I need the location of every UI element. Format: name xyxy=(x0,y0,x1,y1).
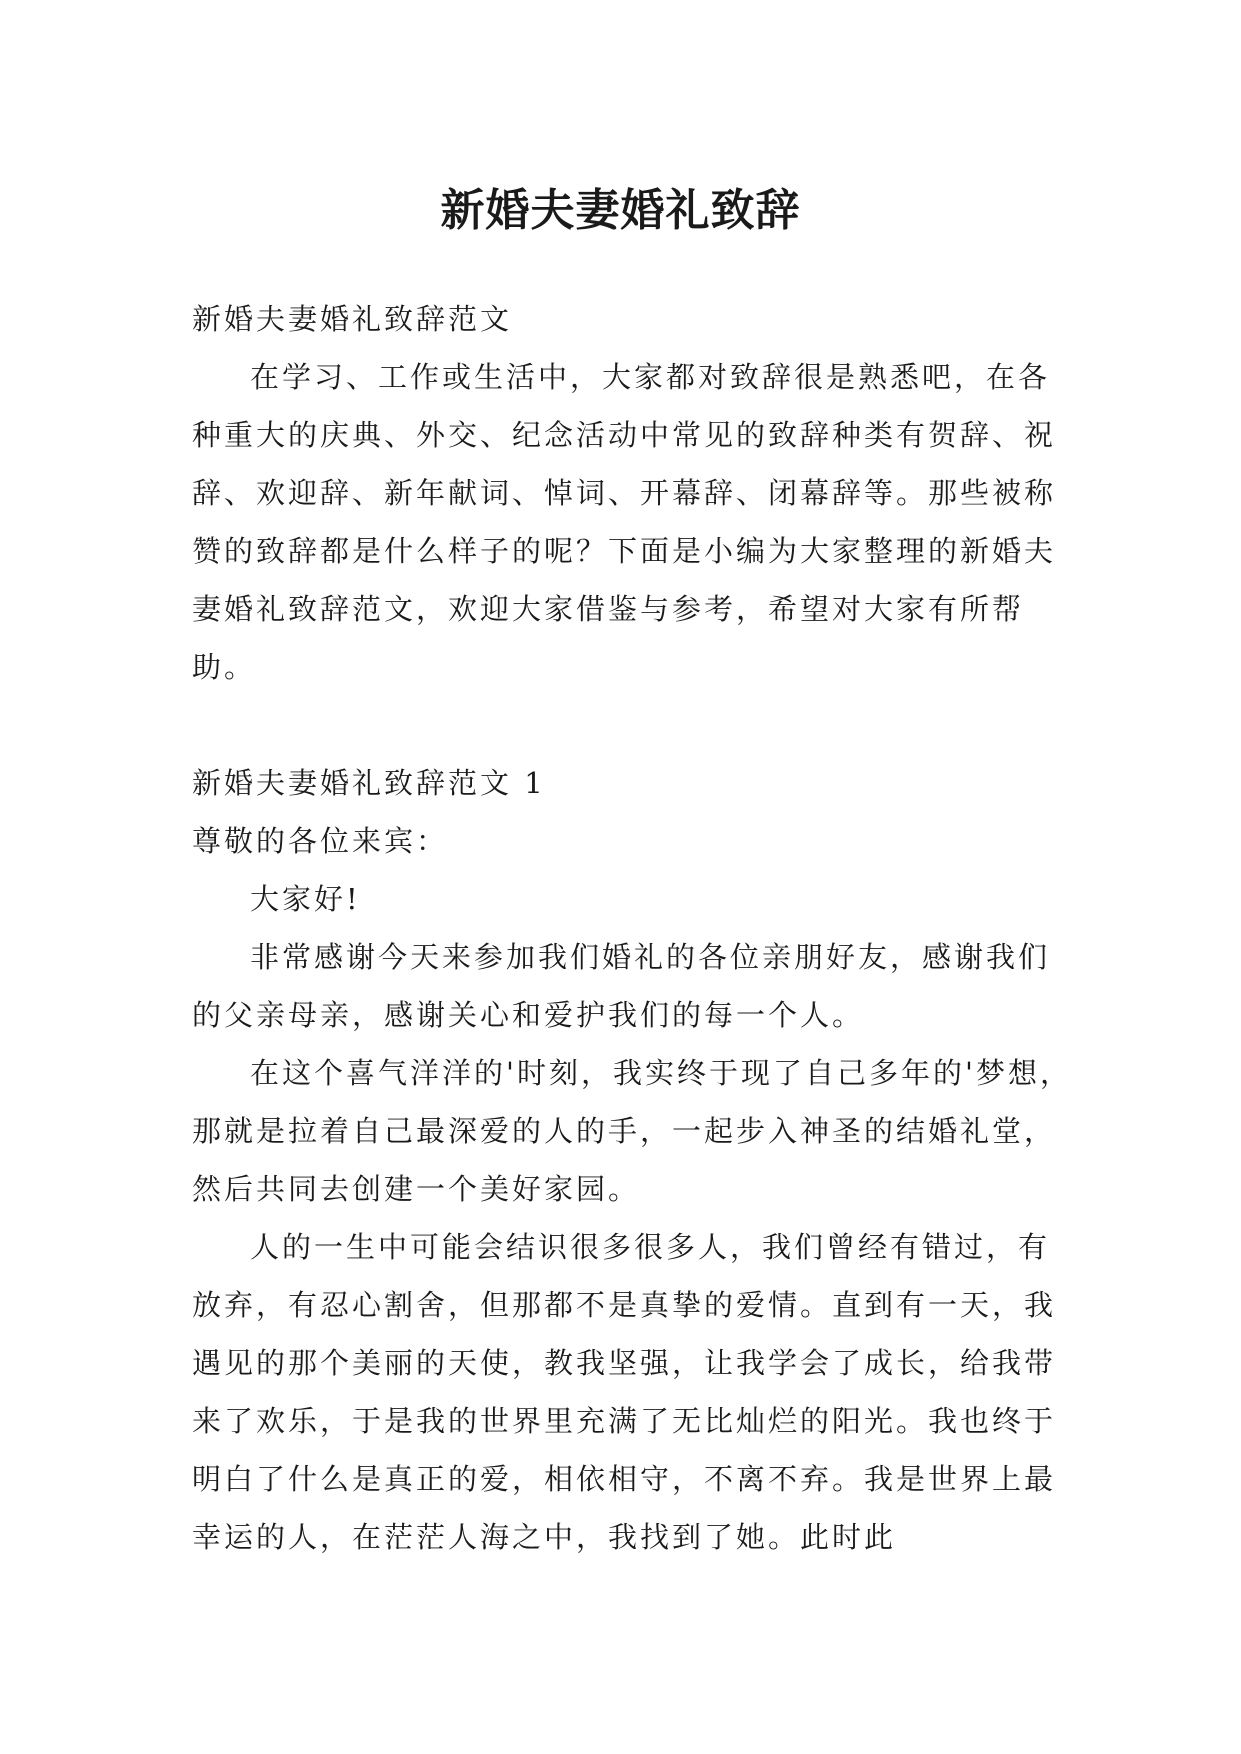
section-spacer xyxy=(192,696,1072,754)
speech-paragraph: 非常感谢今天来参加我们婚礼的各位亲朋好友，感谢我们的父亲母亲，感谢关心和爱护我们的每一个人。 xyxy=(192,940,1051,1032)
intro-paragraph: 在学习、工作或生活中，大家都对致辞很是熟悉吧，在各种重大的庆典、外交、纪念活动中常见的致辞种类有贺辞、祝辞、欢迎辞、新年献词、悼词、开幕辞、闭幕辞等。那些被称赞的致辞都是什么样子的呢？下面是小编为大家整理的新婚夫妻婚礼致辞范文，欢迎大家借鉴与参考，希望对大家有所帮助。 xyxy=(192,360,1057,684)
document-body xyxy=(192,290,1072,1566)
greeting: 大家好! xyxy=(250,882,361,916)
salutation: 尊敬的各位来宾： xyxy=(192,824,449,858)
speech-paragraph: 在这个喜气洋洋的'时刻，我实终于现了自己多年的'梦想，那就是拉着自己最深爱的人的手，一起步入神圣的结婚礼堂，然后共同去创建一个美好家园。 xyxy=(192,1056,1072,1206)
document-title: 新婚夫妻婚礼致辞 xyxy=(440,185,801,237)
speech-paragraph: 人的一生中可能会结识很多很多人，我们曾经有错过，有放弃，有忍心割舍，但那都不是真挚的爱情。直到有一天，我遇见的那个美丽的天使，教我坚强，让我学会了成长，给我带来了欢乐，于是我的世界里充满了无比灿烂的阳光。我也终于明白了什么是真正的爱，相依相守，不离不弃。我是世界上最幸运的人，在茫茫人海之中，我找到了她。此时此 xyxy=(192,1230,1057,1554)
document-subtitle: 新婚夫妻婚礼致辞范文 xyxy=(192,302,513,336)
section-heading: 新婚夫妻婚礼致辞范文 1 xyxy=(192,766,546,800)
